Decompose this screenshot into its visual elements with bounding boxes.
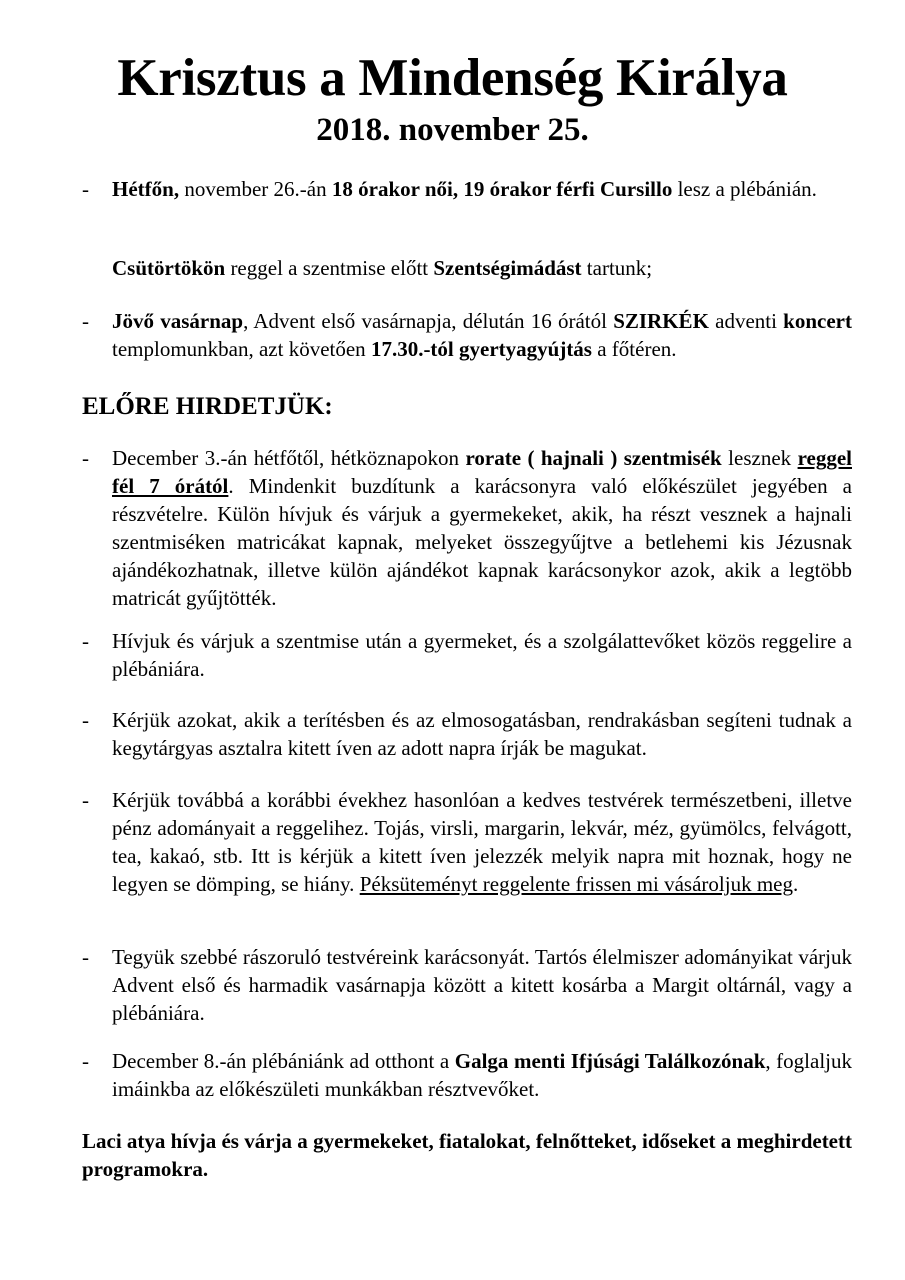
announcement-thursday: Csütörtökön reggel a szentmise előtt Szentségimádást tartunk;: [112, 256, 653, 280]
bullet-dash: -: [82, 309, 89, 333]
bullet-dash: -: [82, 708, 89, 732]
advance-charity: - Tegyük szebbé rászoruló testvéreink karácsonyát. Tartós élelmiszer adományikat várjuk Advent első és harmadik vasárnapja között a kitett kosárba a Margit oltárnál, vagy a plébániára.: [82, 945, 852, 1025]
announcement-monday: - Hétfőn, november 26.-án 18 órakor női, 19 órakor férfi Cursillo lesz a plébánián.: [82, 177, 817, 201]
advance-youth: - December 8.-án plébániánk ad otthont a Galga menti Ifjúsági Találkozónak, foglaljuk imáinkba az előkészületi munkákban résztvevőket.: [82, 1049, 852, 1101]
bullet-dash: -: [82, 629, 89, 653]
bullet-dash: -: [82, 945, 89, 969]
advance-donations: - Kérjük továbbá a korábbi évekhez hasonlóan a kedves testvérek természetbeni, illetve pénz adományait a reggelihez. Tojás, virsli, margarin, lekvár, méz, gyümölcs, felvágott, tea, kakaó, stb. Itt is kérjük a kitett íven jelezzék melyik napra mit hoznak, hogy ne legyen se dömping, se hiány. Péksüteményt reggelente frissen mi vásároljuk meg.: [82, 788, 852, 896]
monday-day: Hétfőn,: [112, 177, 180, 201]
advance-helpers: - Kérjük azokat, akik a terítésben és az elmosogatásban, rendrakásban segíteni tudnak a kegytárgyas asztalra kitett íven az adott napra írják be magukat.: [82, 708, 852, 760]
advance-rorate: - December 3.-án hétfőtől, hétköznapokon rorate ( hajnali ) szentmisék lesznek reggel fél 7 órától. Mindenkit buzdítunk a karácsonyra való előkészület jegyében a részvételre. Külön hívjuk és várjuk a gyermekeket, akik, ha részt vesznek a hajnali szentmiséken matricákat kapnak, melyeket összegyűjtve a betlehemi kis Jézusnak ajándékozhatnak, illetve külön ajándékot kapnak karácsonykor azok, akik a legtöbb matricát gyűjtötték.: [82, 446, 852, 610]
advance-breakfast: - Hívjuk és várjuk a szentmise után a gyermeket, és a szolgálattevőket közös reggelire a plébániára.: [82, 629, 852, 681]
bullet-dash: -: [82, 788, 89, 812]
section-heading: ELŐRE HIRDETJÜK:: [82, 393, 333, 420]
bullet-dash: -: [82, 446, 89, 470]
bullet-dash: -: [82, 177, 89, 201]
page-title: Krisztus a Mindenség Királya: [117, 49, 788, 107]
announcement-sunday: - Jövő vasárnap, Advent első vasárnapja, délután 16 órától SZIRKÉK adventi koncert templomunkban, azt követően 17.30.-tól gyertyagyújtás a főtéren.: [82, 309, 852, 361]
bullet-dash: -: [82, 1049, 89, 1073]
closing-invitation: Laci atya hívja és várja a gyermekeket, fiatalokat, felnőtteket, időseket a meghirdetett programokra.: [82, 1129, 852, 1181]
page-date: 2018. november 25.: [316, 112, 589, 148]
